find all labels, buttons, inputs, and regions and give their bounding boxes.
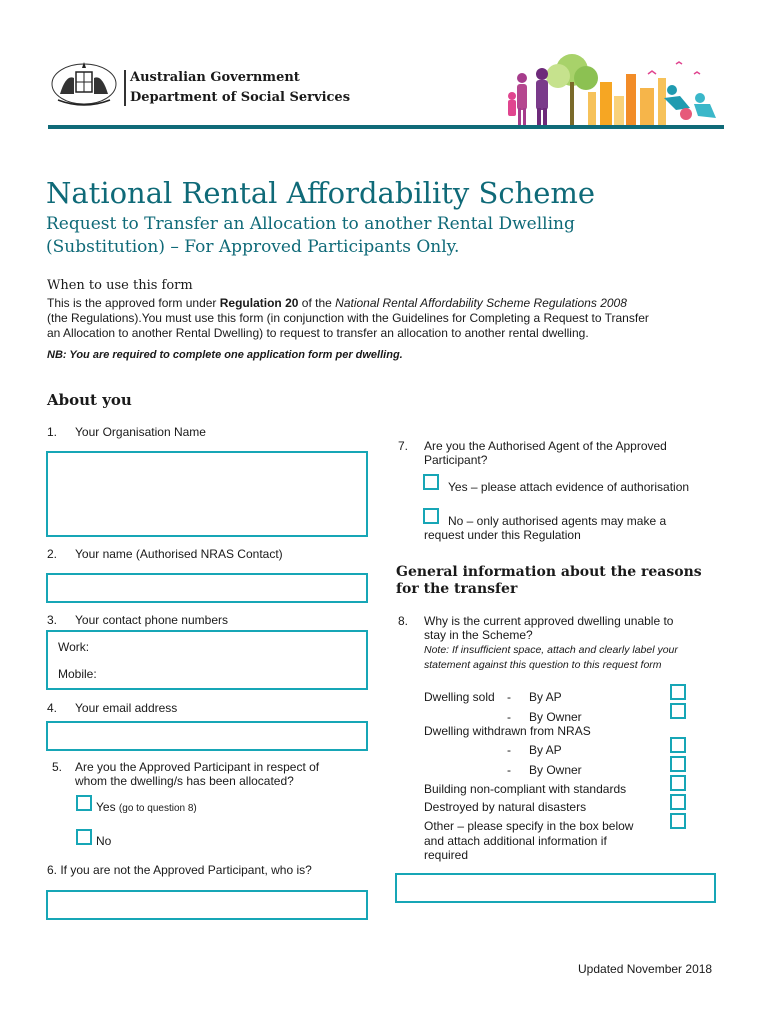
gov-line1: Australian Government [130,70,300,85]
header-illustration [500,52,724,128]
withdrawn-by-ap-label: By AP [529,743,562,757]
destroyed-checkbox[interactable] [670,794,686,810]
q8-note-line2: statement against this question to this request form [424,659,662,671]
coat-of-arms-icon [48,60,120,112]
q5-yes-text: Yes [96,800,116,814]
gov-line2: Department of Social Services [130,90,351,105]
q7-label-line2: Participant? [424,453,488,467]
header-rule [48,125,724,129]
q5-no-label: No [96,834,112,848]
updated-date: Updated November 2018 [578,962,713,976]
q5-no-checkbox[interactable] [76,829,92,845]
about-heading: About you [47,391,132,409]
withdrawn-by-ap-dash: - [507,743,511,757]
dwelling-sold-dash: - [507,690,511,704]
withdrawn-label: Dwelling withdrawn from NRAS [424,724,591,738]
page-title: National Rental Affordability Scheme [46,176,596,210]
dwelling-sold-label: Dwelling sold [424,690,495,704]
when-paragraph-line1 [47,296,627,311]
q8-number: 8. [398,614,409,628]
q8-note-line1: Note: If insufficient space, attach and clearly label your [424,644,678,656]
q7-yes-checkbox[interactable] [423,474,439,490]
q5-number: 5. [52,760,63,774]
authorised-contact-name-field[interactable] [46,573,368,603]
other-label-line2: and attach additional information if [424,834,607,848]
when-text-a: This is the approved form under [47,296,220,310]
noncompliant-checkbox[interactable] [670,775,686,791]
mobile-phone-label: Mobile: [58,667,97,681]
q5-yes-label [96,800,197,816]
q5-yes-checkbox[interactable] [76,795,92,811]
sold-by-owner-checkbox[interactable] [670,703,686,719]
q7-label-line1: Are you the Authorised Agent of the Approved [424,439,667,453]
when-text-c: of the [298,296,336,310]
when-heading: When to use this form [47,278,193,293]
withdrawn-by-ap-checkbox[interactable] [670,737,686,753]
other-label-line1: Other – please specify in the box below [424,819,634,833]
sold-by-owner-dash: - [507,710,511,724]
page-subtitle-line1: Request to Transfer an Allocation to another Rental Dwelling [46,214,575,234]
withdrawn-by-owner-label: By Owner [529,763,582,777]
government-crest [48,60,120,112]
contact-phone-box[interactable] [46,630,368,690]
withdrawn-by-owner-checkbox[interactable] [670,756,686,772]
noncompliant-label: Building non-compliant with standards [424,782,627,796]
sold-by-ap-checkbox[interactable] [670,684,686,700]
q7-no-checkbox[interactable] [423,508,439,524]
q7-number: 7. [398,439,409,453]
email-address-field[interactable] [46,721,368,751]
approved-participant-field[interactable] [46,890,368,920]
when-paragraph-line2: (the Regulations).You must use this form (in conjunction with the Guidelines for Completing a Request to Transfer [47,311,649,325]
other-label-line3: required [424,848,469,862]
q5-label-line1: Are you the Approved Participant in respect of [75,760,320,774]
other-reason-field[interactable] [395,873,716,903]
sold-by-owner-label: By Owner [529,710,582,724]
q3-number: 3. [47,613,58,627]
regulation-title: National Rental Affordability Scheme Regulations 2008 [335,296,627,310]
nb-note: NB: You are required to complete one application form per dwelling. [47,349,403,361]
q1-label: Your Organisation Name [75,425,206,439]
family-park-city-illustration [500,52,724,128]
q7-yes-label: Yes – please attach evidence of authorisation [448,480,690,494]
q4-label: Your email address [75,701,178,715]
sold-by-ap-label: By AP [529,690,562,704]
general-info-heading-line2: for the transfer [396,581,518,597]
q2-label: Your name (Authorised NRAS Contact) [75,547,283,561]
q5-label-line2: whom the dwelling/s has been allocated? [75,774,294,788]
page-subtitle-line2: (Substitution) – For Approved Participants Only. [46,237,460,257]
q8-label-line2: stay in the Scheme? [424,628,533,642]
q2-number: 2. [47,547,58,561]
general-info-heading-line1: General information about the reasons [396,564,702,580]
q5-yes-note: (go to question 8) [118,803,197,814]
withdrawn-by-owner-dash: - [507,763,511,777]
organisation-name-field[interactable] [46,451,368,537]
q6-label: 6. If you are not the Approved Participant, who is? [47,863,312,877]
other-checkbox[interactable] [670,813,686,829]
destroyed-label: Destroyed by natural disasters [424,800,587,814]
regulation-ref: Regulation 20 [219,296,299,310]
q7-no-label-line1: No – only authorised agents may make a [448,514,667,528]
when-paragraph-line3: an Allocation to another Rental Dwelling) to request to transfer an allocation to another rental dwelling. [47,326,589,340]
q8-label-line1: Why is the current approved dwelling unable to [424,614,674,628]
q1-number: 1. [47,425,58,439]
government-name [124,70,126,106]
work-phone-label: Work: [58,640,90,654]
q4-number: 4. [47,701,58,715]
q3-label: Your contact phone numbers [75,613,228,627]
q7-no-label-line2: request under this Regulation [424,528,581,542]
